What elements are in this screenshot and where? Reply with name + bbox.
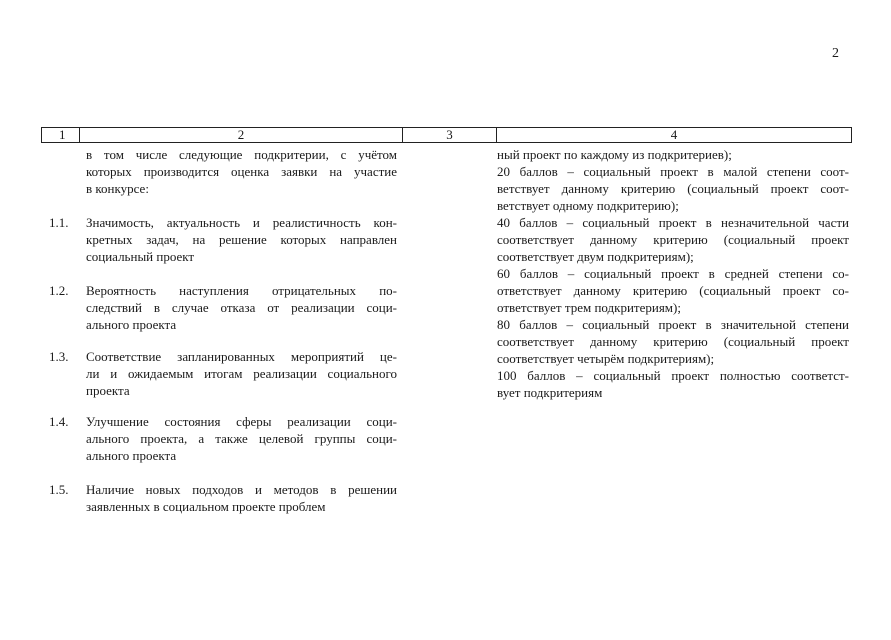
intro-line: в конкурсе: [86,181,149,196]
criterion-line: следствий в случае отказа от реализации соци- [86,300,397,315]
scoring-line: соответствует данному критерию (социальный проект [497,232,849,247]
scoring-line: ветствует данному критерию (социальный проект соот- [497,181,849,196]
scoring-line: 100 баллов – социальный проект полностью соответст- [497,368,849,383]
criterion-line: Улучшение состояния сферы реализации соци- [86,414,397,429]
header-cell-1: 1 [42,128,80,142]
criterion-line: Значимость, актуальность и реалистичность кон- [86,215,397,230]
scoring-line: 60 баллов – социальный проект в средней степени со- [497,266,849,281]
header-cell-4: 4 [670,127,678,142]
criterion-number: 1.3. [49,349,69,364]
criterion-line: ли и ожидаемым итогам реализации социального [86,366,397,381]
scoring-line: соответствует данному критерию (социальный проект [497,334,849,349]
scoring-line: ответствует данному критерию (социальный проект со- [497,283,849,298]
criterion-line: кретных задач, на решение которых направлен [86,232,397,247]
criterion-line: Вероятность наступления отрицательных по- [86,283,397,298]
scoring-line: 20 баллов – социальный проект в малой степени соот- [497,164,849,179]
scoring-text [497,146,849,401]
scoring-line: соответствует четырём подкритериям); [497,351,715,366]
criterion-line: социальный проект [86,249,195,264]
scoring-line: вует подкритериям [497,385,603,400]
scoring-line: 40 баллов – социальный проект в незначительной части [497,215,849,230]
header-cell-2: 2 [80,128,403,142]
table-header-row [41,127,852,143]
page-number: 2 [832,46,839,61]
criterion-line: ального проекта, а также целевой группы соци- [86,431,397,446]
intro-line: которых производится оценка заявки на участие [86,164,397,179]
criterion-line: проекта [86,383,130,398]
intro-text [86,146,397,197]
scoring-line: ответствует трем подкритериям); [497,300,681,315]
intro-line: в том числе следующие подкритерии, с учётом [86,147,397,162]
scoring-line: соответствует двум подкритериям); [497,249,694,264]
scoring-line: 80 баллов – социальный проект в значительной степени [497,317,849,332]
criterion-line: ального проекта [86,317,177,332]
criterion-line: Наличие новых подходов и методов в решении [86,482,397,497]
header-cell-3: 3 [403,128,497,142]
criterion-number: 1.4. [49,414,69,429]
scoring-line: ветствует одному подкритерию); [497,198,679,213]
criterion-number: 1.5. [49,482,69,497]
criterion-line: заявленных в социальном проекте проблем [86,499,326,514]
scoring-line: ный проект по каждому из подкритериев); [497,147,732,162]
criterion-number: 1.1. [49,215,69,230]
criterion-number: 1.2. [49,283,69,298]
criterion-line: Соответствие запланированных мероприятий це- [86,349,397,364]
criterion-line: ального проекта [86,448,177,463]
